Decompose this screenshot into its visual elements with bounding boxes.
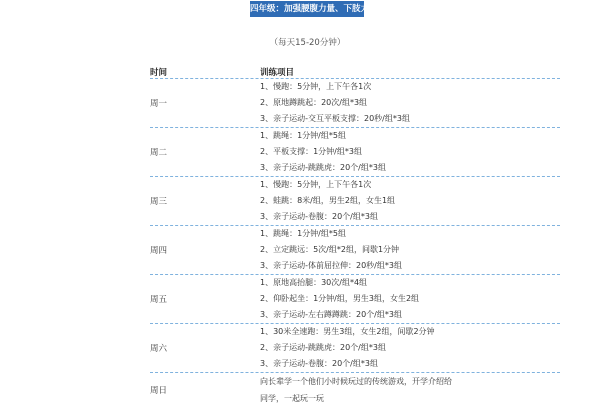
list-item: 1、跳绳：1分钟/组*5组: [260, 229, 346, 238]
day-label: 周日: [150, 386, 168, 396]
list-item: 2、立定跳远：5次/组*2组，间歇1分钟: [260, 245, 400, 254]
list-item: 2、原地蹲跳起：20次/组*3组: [260, 98, 368, 107]
table-row-sunday: [150, 372, 560, 407]
daily-duration-subtitle: （每天15-20分钟）: [269, 38, 346, 48]
list-item: 1、原地高抬腿：30次/组*4组: [260, 278, 368, 287]
item-list: [260, 79, 560, 127]
list-item: 3、亲子运动-跳跳虎：20个/组*3组: [260, 163, 386, 172]
table-header: [150, 64, 560, 78]
table-row: [150, 78, 560, 127]
table-row: [150, 176, 560, 225]
item-list: [260, 324, 560, 372]
training-table: [150, 78, 560, 407]
list-item: 2、平板支撑：1分钟/组*3组: [260, 147, 362, 156]
list-item: 2、蛙跳：8米/组，男生2组，女生1组: [260, 196, 396, 205]
table-row: [150, 274, 560, 323]
grade-banner: 四年级：加强腰腹力量、下肢力量: [250, 1, 364, 17]
item-list: [260, 226, 560, 274]
list-item: 1、慢跑：5分钟，上下午各1次: [260, 180, 372, 189]
item-list: [260, 128, 560, 176]
list-item: 1、30米全速跑：男生3组，女生2组，间歇2分钟: [260, 327, 435, 336]
list-item: 1、慢跑：5分钟，上下午各1次: [260, 82, 372, 91]
day-label: 周一: [150, 99, 168, 109]
list-item: 2、仰卧起坐：1分钟/组，男生3组，女生2组: [260, 294, 420, 303]
list-item: 3、亲子运动-卷腹：20个/组*3组: [260, 212, 378, 221]
list-item: 3、亲子运动-体前屈拉伸：20秒/组*3组: [260, 261, 402, 270]
list-item: 3、亲子运动-交互平板支撑：20秒/组*3组: [260, 114, 410, 123]
header-items: 训练项目: [260, 68, 295, 78]
day-label: 周三: [150, 197, 168, 207]
day-label: 周六: [150, 344, 168, 354]
sunday-note: 向长辈学一个他们小时候玩过的传统游戏，开学介绍给同学，一起玩一玩: [260, 377, 452, 403]
item-list: [260, 177, 560, 225]
table-row: [150, 127, 560, 176]
list-item: 3、亲子运动-卷腹：20个/组*3组: [260, 359, 378, 368]
table-row: [150, 225, 560, 274]
day-label: 周二: [150, 148, 168, 158]
table-row: [150, 323, 560, 372]
day-label: 周五: [150, 295, 168, 305]
header-day: 时间: [150, 68, 168, 78]
list-item: 1、跳绳：1分钟/组*5组: [260, 131, 346, 140]
list-item: 2、亲子运动-跳跳虎：20个/组*3组: [260, 343, 386, 352]
item-list: [260, 275, 560, 323]
day-label: 周四: [150, 246, 168, 256]
list-item: 3、亲子运动-左右蹲蹲跳：20个/组*3组: [260, 310, 402, 319]
